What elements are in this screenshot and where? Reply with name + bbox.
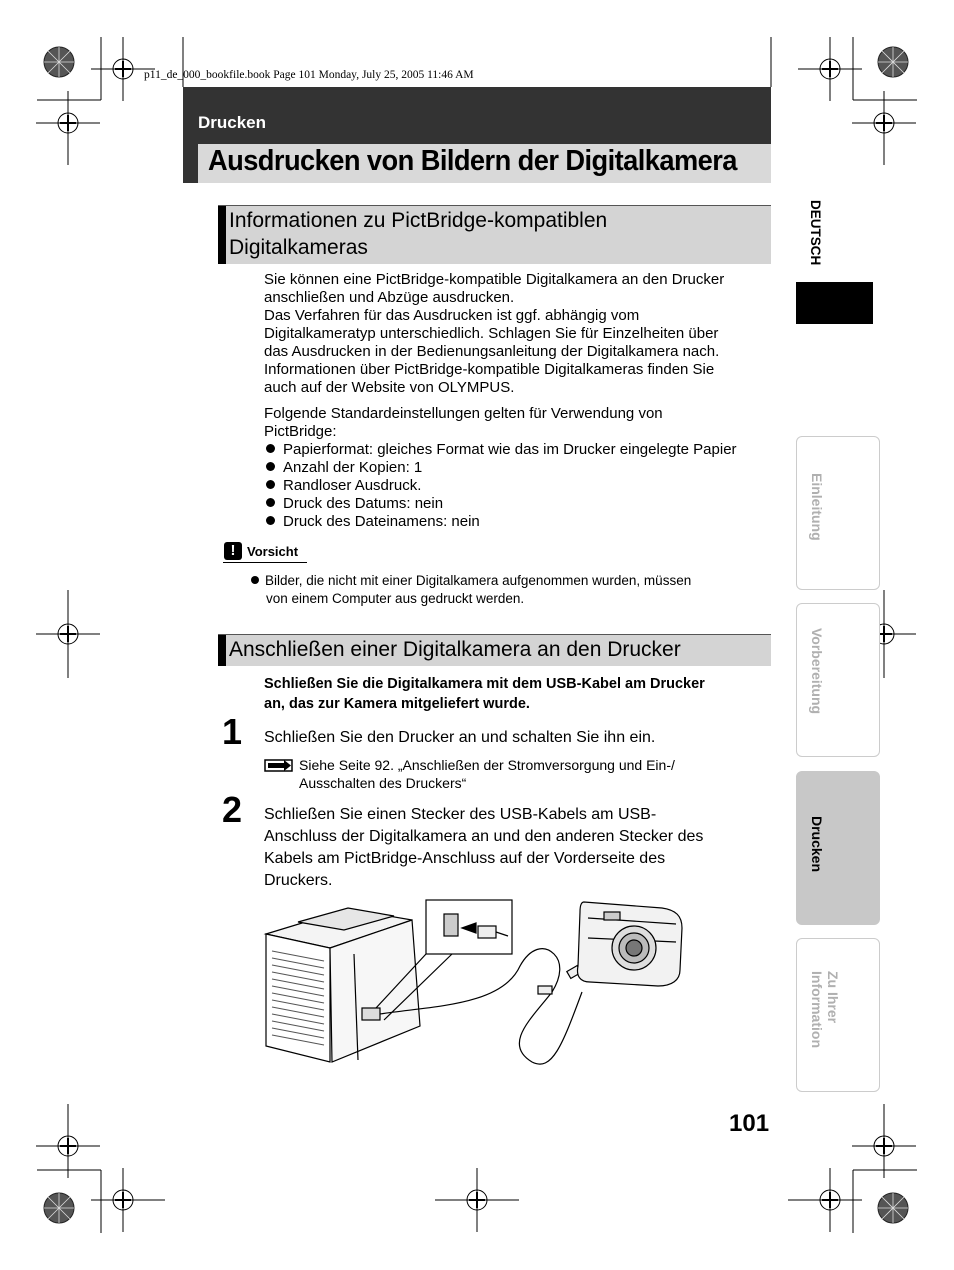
bullet-icon — [266, 498, 275, 507]
text-line: Druckers. — [264, 872, 333, 889]
language-label: DEUTSCH — [808, 200, 823, 266]
step-2-text — [264, 804, 774, 892]
text-line: Kabels am PictBridge-Anschluss auf der Vorderseite des — [264, 850, 666, 867]
list-item — [266, 495, 776, 513]
list-item — [266, 513, 776, 531]
tab-drucken[interactable] — [796, 771, 880, 925]
list-item — [266, 441, 776, 459]
section2-intro — [264, 674, 774, 714]
caution-text — [251, 572, 771, 608]
text-line: Informationen über PictBridge-kompatible Digitalkameras finden Sie — [264, 361, 715, 378]
text-line: Schließen Sie einen Stecker des USB-Kabels am USB- — [264, 806, 657, 823]
text-line: das Ausdrucken in der Bedienungsanleitung der Digitalkamera nach. — [264, 343, 720, 360]
tab-label: Einleitung — [809, 473, 825, 541]
section1-paragraph1 — [264, 271, 774, 397]
list-item-text: Randloser Ausdruck. — [283, 477, 422, 494]
list-item-text: Papierformat: gleiches Format wie das im Drucker eingelegte Papier — [283, 441, 737, 458]
text-line: Sie können eine PictBridge-kompatible Digitalkamera an den Drucker — [264, 271, 725, 288]
printer-camera-illustration — [262, 896, 692, 1068]
bullet-icon — [251, 576, 259, 584]
section1-heading-bar — [218, 205, 771, 264]
list-item-text: Anzahl der Kopien: 1 — [283, 459, 423, 476]
step-1-text: Schließen Sie den Drucker an und schalten Sie ihn ein. — [264, 729, 656, 746]
text-line: Siehe Seite 92. „Anschließen der Stromversorgung und Ein-/ — [299, 757, 675, 773]
tab-label: Vorbereitung — [809, 628, 825, 715]
text-line: Schließen Sie die Digitalkamera mit dem USB-Kabel am Drucker — [264, 676, 705, 692]
caution-label-text: Vorsicht — [247, 544, 299, 559]
page-title: Ausdrucken von Bildern der Digitalkamera — [208, 145, 737, 177]
book-file-line: p11_de_000_bookfile.book Page 101 Monday, July 25, 2005 11:46 AM — [144, 69, 474, 81]
list-item-text: Druck des Datums: nein — [283, 495, 444, 512]
text-line: anschließen und Abzüge ausdrucken. — [264, 289, 515, 306]
text-line: Folgende Standardeinstellungen gelten für Verwendung von — [264, 405, 663, 422]
text-line: Das Verfahren für das Ausdrucken ist ggf. abhängig vom — [264, 307, 640, 324]
bullet-icon — [266, 462, 275, 471]
bullet-icon — [266, 516, 275, 525]
text-line: auch auf der Website von OLYMPUS. — [264, 379, 515, 396]
tab-vorbereitung[interactable] — [796, 603, 880, 757]
settings-bullet-list — [266, 441, 776, 531]
page-number: 101 — [729, 1110, 770, 1137]
section-label: Drucken — [198, 113, 267, 132]
bullet-icon — [266, 444, 275, 453]
warning-icon: ! — [224, 542, 242, 560]
reference-icon — [264, 757, 294, 778]
tab-label: Zu Ihrer Information — [809, 971, 841, 1048]
heading-marker — [218, 206, 226, 264]
section2-heading: Anschließen einer Digitalkamera an den Drucker — [229, 638, 681, 661]
step-1-number: 1 — [222, 711, 243, 752]
text-line: Ausschalten des Druckers“ — [299, 775, 467, 791]
tab-zu-ihrer-information[interactable] — [796, 938, 880, 1092]
bullet-icon — [266, 480, 275, 489]
list-item — [266, 459, 776, 477]
text-line: Bilder, die nicht mit einer Digitalkamera aufgenommen wurden, müssen — [265, 573, 692, 588]
step-1-reference — [299, 756, 675, 792]
language-block — [796, 282, 873, 324]
step-2-number: 2 — [222, 789, 243, 830]
list-item — [266, 477, 776, 495]
section1-heading-line1: Informationen zu PictBridge-kompatiblen — [229, 209, 608, 232]
tab-label: Drucken — [809, 816, 825, 873]
title-left-bar — [183, 144, 198, 183]
section1-paragraph2 — [264, 405, 774, 441]
section1-heading-line2: Digitalkameras — [229, 236, 368, 259]
text-line: von einem Computer aus gedruckt werden. — [266, 591, 525, 606]
tab-einleitung[interactable] — [796, 436, 880, 590]
text-line: PictBridge: — [264, 423, 337, 440]
section2-heading-bar — [218, 634, 771, 666]
list-item-text: Druck des Dateinamens: nein — [283, 513, 480, 530]
text-line: Digitalkameratyp unterschiedlich. Schlagen Sie für Einzelheiten über — [264, 325, 719, 342]
text-line: Anschluss der Digitalkamera an und den anderen Stecker des — [264, 828, 704, 845]
heading-marker — [218, 635, 226, 666]
text-line: an, das zur Kamera mitgeliefert wurde. — [264, 696, 530, 712]
caution-label — [223, 542, 307, 563]
